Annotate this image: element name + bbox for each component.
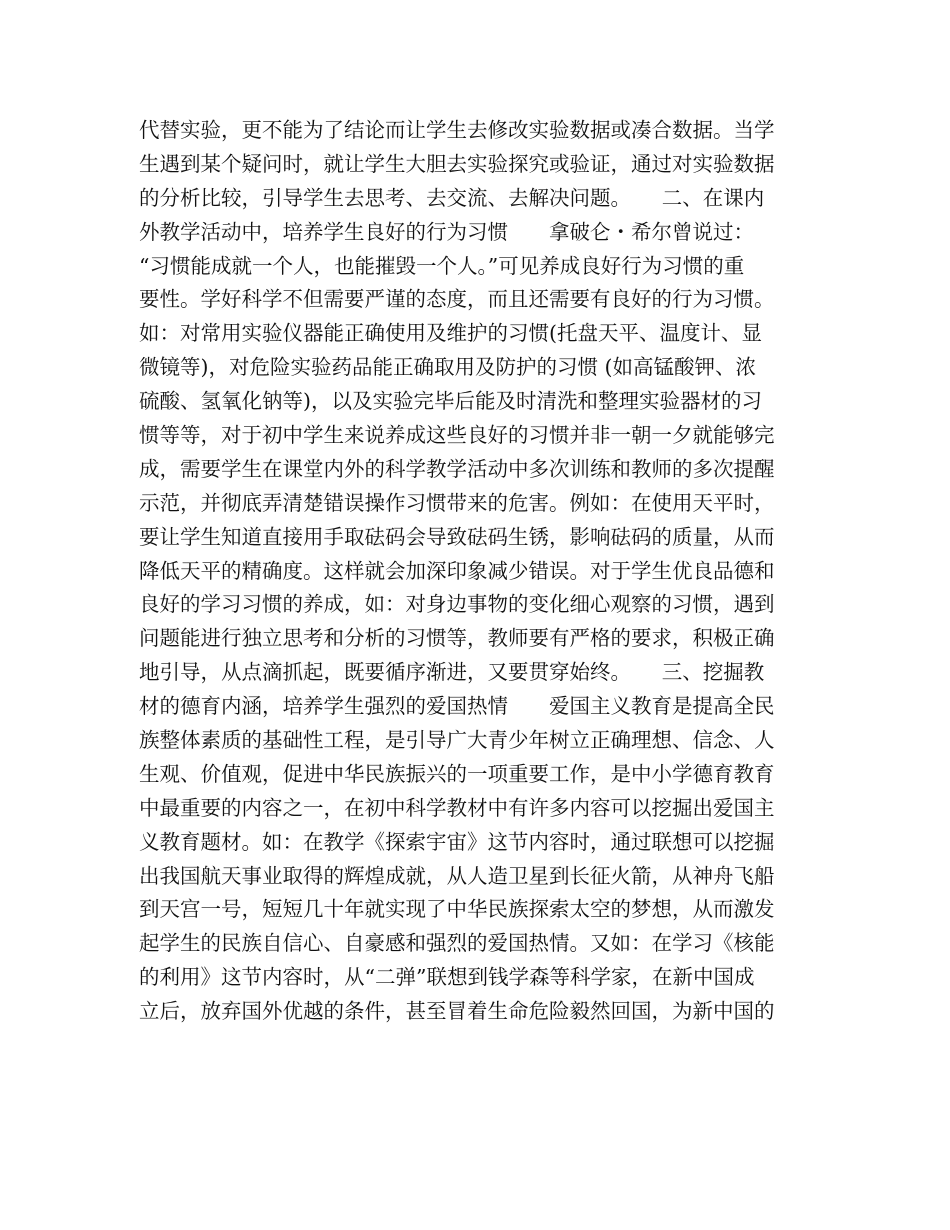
text-line: “习惯能成就一个人，也能摧毁一个人。”可见养成良好行为习惯的重 (139, 253, 745, 278)
text-line: 材的德育内涵，培养学生强烈的爱国热情 爱国主义教育是提高全民 (139, 694, 775, 719)
text-line: 出我国航天事业取得的辉煌成就，从人造卫星到长征火箭，从神舟飞船 (139, 863, 775, 888)
text-line: 生遇到某个疑问时，就让学生大胆去实验探究或验证，通过对实验数据 (139, 151, 775, 176)
text-line: 的分析比较，引导学生去思考、去交流、去解决问题。 二、在课内 (139, 185, 765, 210)
text-line: 外教学活动中，培养学生良好的行为习惯 拿破仑・希尔曾说过： (139, 219, 754, 244)
text-line: 问题能进行独立思考和分析的习惯等，教师要有严格的要求，积极正确 (139, 626, 775, 651)
body-text (139, 114, 829, 1029)
text-line: 要让学生知道直接用手取砝码会导致砝码生锈，影响砝码的质量，从而 (139, 524, 775, 549)
text-line: 硫酸、氢氧化钠等)，以及实验完毕后能及时清洗和整理实验器材的习 (139, 389, 762, 414)
text-line: 起学生的民族自信心、自豪感和强烈的爱国热情。又如：在学习《核能 (139, 931, 775, 956)
text-line: 惯等等，对于初中学生来说养成这些良好的习惯并非一朝一夕就能够完 (139, 423, 775, 448)
text-line: 良好的学习习惯的养成，如：对身边事物的变化细心观察的习惯，遇到 (139, 592, 775, 617)
text-line: 中最重要的内容之一，在初中科学教材中有许多内容可以挖掘出爱国主 (139, 795, 775, 820)
text-line: 成，需要学生在课堂内外的科学教学活动中多次训练和教师的多次提醒 (139, 456, 775, 481)
text-line: 代替实验，更不能为了结论而让学生去修改实验数据或凑合数据。当学 (139, 118, 775, 142)
text-line: 义教育题材。如：在教学《探索宇宙》这节内容时，通过联想可以挖掘 (139, 829, 775, 854)
text-line: 地引导，从点滴抓起，既要循序渐进，又要贯穿始终。 三、挖掘教 (139, 660, 765, 685)
text-line: 到天宫一号，短短几十年就实现了中华民族探索太空的梦想，从而激发 (139, 897, 775, 922)
text-line: 微镜等)，对危险实验药品能正确取用及防护的习惯 (如高锰酸钾、浓 (139, 355, 757, 380)
text-line: 示范，并彻底弄清楚错误操作习惯带来的危害。例如：在使用天平时， (139, 490, 775, 515)
text-line: 族整体素质的基础性工程，是引导广大青少年树立正确理想、信念、人 (139, 728, 775, 753)
text-line: 生观、价值观，促进中华民族振兴的一项重要工作，是中小学德育教育 (139, 761, 775, 786)
text-line: 降低天平的精确度。这样就会加深印象减少错误。对于学生优良品德和 (139, 558, 775, 583)
text-line: 要性。学好科学不但需要严谨的态度，而且还需要有良好的行为习惯。 (139, 287, 775, 312)
text-line: 如：对常用实验仪器能正确使用及维护的习惯(托盘天平、温度计、显 (139, 321, 762, 346)
text-line: 立后，放弃国外优越的条件，甚至冒着生命危险毅然回国，为新中国的 (139, 999, 775, 1024)
text-line: 的利用》这节内容时，从“二弹”联想到钱学森等科学家，在新中国成 (139, 965, 755, 990)
